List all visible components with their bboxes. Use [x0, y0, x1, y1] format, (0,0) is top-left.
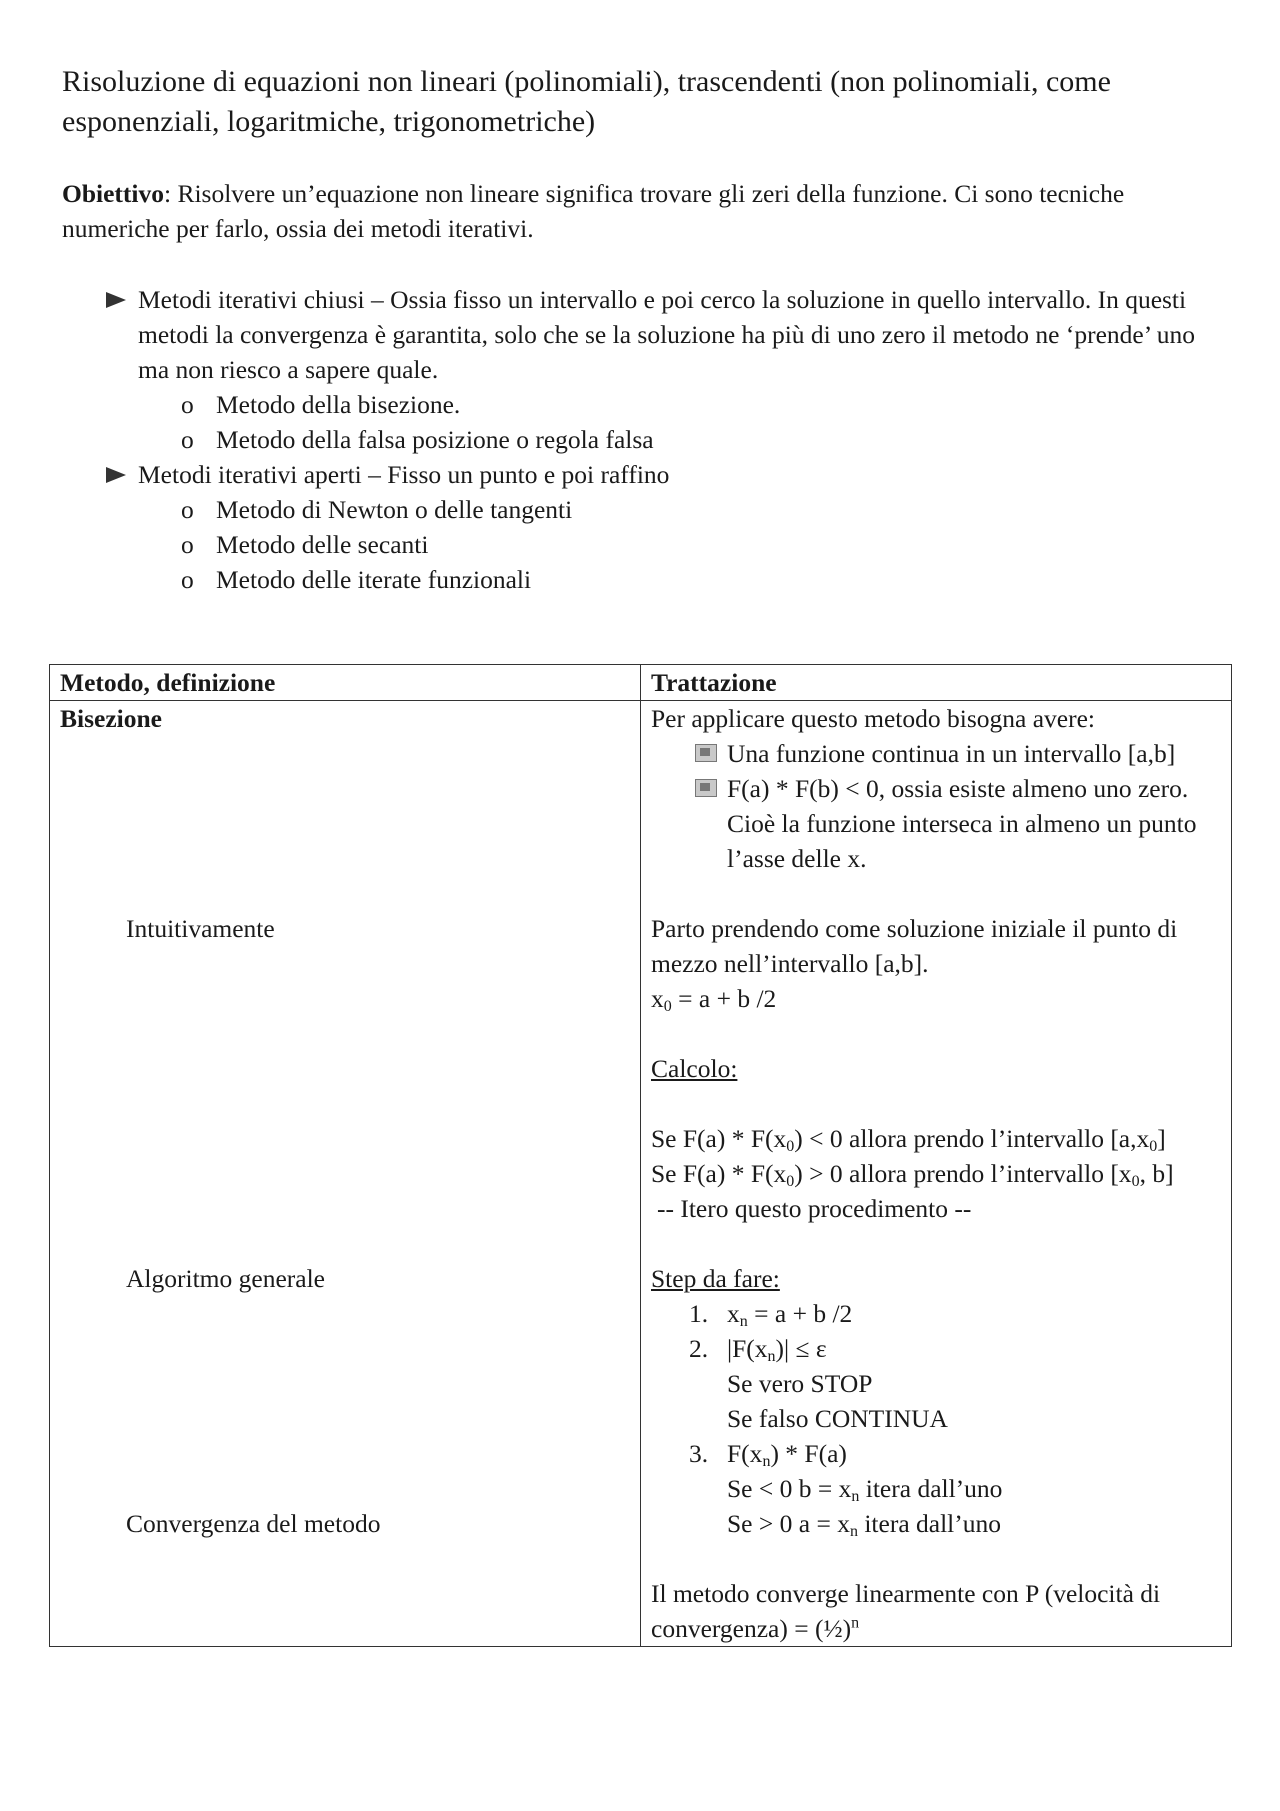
convergence-text: [651, 1576, 1221, 1646]
list-item: [62, 457, 1232, 492]
spacer: [651, 1541, 1221, 1576]
formula-part: x: [651, 984, 664, 1013]
method-definition-cell: [50, 701, 641, 1647]
sub-list-item-text: Metodo della bisezione.: [216, 390, 461, 419]
formula-part: itera dall’uno: [857, 1509, 1001, 1538]
steps-label: Step da fare:: [651, 1264, 780, 1293]
step-3-lt: [651, 1471, 1221, 1506]
sub-list-item: [62, 387, 1232, 422]
objective-label: Obiettivo: [62, 179, 164, 208]
requirement-2: F(a) * F(b) < 0, ossia esiste almeno uno zero. Cioè la funzione interseca in almeno un punto l’asse delle x.: [727, 774, 1197, 873]
formula-part: ) * F(a): [770, 1439, 847, 1468]
table-header-method: Metodo, definizione: [50, 665, 641, 701]
sub-list-item: [62, 422, 1232, 457]
formula-subscript: n: [767, 1348, 776, 1365]
formula-subscript: 0: [786, 1138, 795, 1155]
methods-list: [62, 282, 1232, 597]
spacer: [651, 876, 1221, 911]
circle-bullet-icon: o: [181, 530, 194, 559]
formula-subscript: 0: [1149, 1138, 1158, 1155]
circle-bullet-icon: o: [181, 565, 194, 594]
calc-line-1: [651, 1121, 1221, 1156]
page-title: Risoluzione di equazioni non lineari (polinomiali), trascendenti (non polinomiali, come esponenziali, logaritmiche, trigonometriche): [62, 65, 1111, 138]
calc-line-2: [651, 1156, 1221, 1191]
list-item: [651, 736, 1221, 771]
formula-subscript: n: [849, 1523, 858, 1540]
requirements-intro: Per applicare questo metodo bisogna avere:: [651, 704, 1095, 733]
formula-part: Se > 0 a = x: [727, 1509, 850, 1538]
formula-subscript: n: [851, 1488, 860, 1505]
treatment-cell: [641, 701, 1232, 1647]
circle-bullet-icon: o: [181, 390, 194, 419]
sub-list-item: [62, 492, 1232, 527]
formula-subscript: n: [739, 1313, 748, 1330]
step-2-true: Se vero STOP: [727, 1369, 873, 1398]
sub-list-item: [62, 562, 1232, 597]
intuitively-label: Intuitivamente: [126, 914, 275, 943]
formula-part: ) < 0 allora prendo l’intervallo [a,x: [794, 1124, 1150, 1153]
spacer: [60, 946, 630, 1261]
list-item: [651, 771, 1221, 876]
method-table: [49, 664, 1232, 1647]
spacer: [651, 1226, 1221, 1261]
table-row: [50, 701, 1232, 1647]
step-2-false: Se falso CONTINUA: [727, 1404, 948, 1433]
formula-part: )| ≤ ε: [775, 1334, 827, 1363]
arrow-bullet-icon: [106, 467, 126, 483]
formula-part: = a + b /2: [747, 1299, 853, 1328]
circle-bullet-icon: o: [181, 425, 194, 454]
objective-text: : Risolvere un’equazione non lineare significa trovare gli zeri della funzione. Ci sono tecniche numeriche per farlo, ossia dei metodi iterativi.: [62, 179, 1125, 243]
objective-paragraph: [62, 176, 1232, 246]
checkbox-bullet-icon: [695, 744, 717, 762]
step-number: 3.: [689, 1439, 709, 1468]
checkbox-bullet-icon: [695, 779, 717, 797]
spacer: [651, 1086, 1221, 1121]
list-item: [62, 282, 1232, 387]
method-name: Bisezione: [60, 704, 162, 733]
step-3: [651, 1436, 1221, 1471]
formula-part: , b]: [1139, 1159, 1174, 1188]
formula-subscript: 0: [786, 1173, 795, 1190]
step-1: [651, 1296, 1221, 1331]
spacer: [60, 1296, 630, 1506]
formula-part: itera dall’uno: [859, 1474, 1003, 1503]
sub-list-item-text: Metodo delle iterate funzionali: [216, 565, 532, 594]
algorithm-label: Algoritmo generale: [126, 1264, 325, 1293]
formula-subscript: 0: [1131, 1173, 1140, 1190]
sub-list-item-text: Metodo delle secanti: [216, 530, 429, 559]
step-number: 2.: [689, 1334, 709, 1363]
spacer: [651, 1016, 1221, 1051]
list-item-text: Metodi iterativi chiusi – Ossia fisso un intervallo e poi cerco la soluzione in quello intervallo. In questi metodi la convergenza è garantita, solo che se la soluzione ha più di uno zero il metodo ne ‘prende’ uno ma non riesco a sapere quale.: [138, 285, 1195, 384]
formula-part: = a + b /2: [671, 984, 777, 1013]
sub-list-item: [62, 527, 1232, 562]
formula-superscript: n: [851, 1614, 860, 1632]
formula-part: ) > 0 allora prendo l’intervallo [x: [794, 1159, 1132, 1188]
calc-repeat: -- Itero questo procedimento --: [657, 1194, 972, 1223]
x0-formula: [651, 981, 1221, 1016]
calc-label: Calcolo:: [651, 1054, 738, 1083]
table-header-row: [50, 665, 1232, 701]
circle-bullet-icon: o: [181, 495, 194, 524]
step-2: [651, 1331, 1221, 1366]
formula-part: Se F(a) * F(x: [651, 1124, 787, 1153]
formula-part: x: [727, 1299, 740, 1328]
requirement-1: Una funzione continua in un intervallo [a,b]: [727, 739, 1176, 768]
table-header-treatment: Trattazione: [641, 665, 1232, 701]
convergence-label: Convergenza del metodo: [126, 1509, 381, 1538]
formula-subscript: 0: [663, 998, 672, 1015]
formula-part: Il metodo converge linearmente con P (velocità di convergenza) = (½): [651, 1579, 1161, 1643]
formula-part: ]: [1157, 1124, 1166, 1153]
step-3-gt: [651, 1506, 1221, 1541]
formula-part: Se < 0 b = x: [727, 1474, 852, 1503]
spacer: [60, 736, 630, 911]
step-number: 1.: [689, 1299, 709, 1328]
sub-list-item-text: Metodo della falsa posizione o regola falsa: [216, 425, 654, 454]
formula-subscript: n: [762, 1453, 771, 1470]
intuitively-text: Parto prendendo come soluzione iniziale il punto di mezzo nell’intervallo [a,b].: [651, 914, 1178, 978]
formula-part: |F(x: [727, 1334, 768, 1363]
list-item-text: Metodi iterativi aperti – Fisso un punto e poi raffino: [138, 460, 670, 489]
formula-part: Se F(a) * F(x: [651, 1159, 787, 1188]
arrow-bullet-icon: [106, 292, 126, 308]
sub-list-item-text: Metodo di Newton o delle tangenti: [216, 495, 573, 524]
formula-part: F(x: [727, 1439, 763, 1468]
